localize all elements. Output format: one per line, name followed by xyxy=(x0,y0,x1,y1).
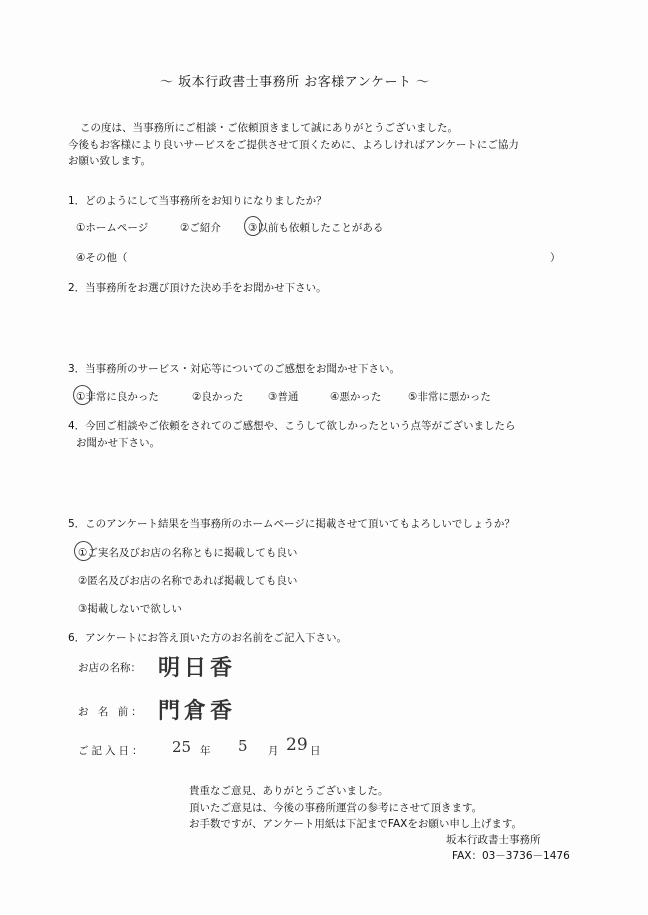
intro-line-2: 今後もお客様により良いサービスをご提供させて頂くために、よろしければアンケートにご協力 xyxy=(68,139,519,151)
shop-name-value[interactable]: 明日香 xyxy=(158,655,237,681)
intro-line-1: この度は、当事務所にご相談・ご依頼頂きまして誠にありがとうございました。 xyxy=(80,122,458,134)
customer-name-label: お 名 前： xyxy=(78,706,145,718)
q5-option-1[interactable]: ①ご実名及びお店の名称ともに掲載しても良い xyxy=(78,547,298,559)
q1-question: 1．どのようにして当事務所をお知りになりましたか？ xyxy=(68,195,327,207)
q1-option-3[interactable]: ③以前も依頼したことがある xyxy=(248,222,384,234)
q6-question: 6．アンケートにお答え頂いた方のお名前をご記入下さい。 xyxy=(68,632,348,644)
q5-selected-mark xyxy=(74,541,93,561)
entry-date-day[interactable]: 29 xyxy=(286,735,308,755)
q1-option-2[interactable]: ②ご紹介 xyxy=(180,222,221,234)
entry-date-year[interactable]: 25 xyxy=(172,738,192,756)
entry-date-month-unit: 月 xyxy=(268,745,279,757)
entry-date-month[interactable]: 5 xyxy=(238,737,248,755)
closing-line-2: 頂いたご意見は、今後の事務所運営の参考にさせて頂きます。 xyxy=(189,802,483,814)
q3-option-4[interactable]: ④悪かった xyxy=(330,391,382,403)
q3-option-3[interactable]: ③普通 xyxy=(268,391,299,403)
q5-option-3[interactable]: ③掲載しないで欲しい xyxy=(78,603,182,615)
office-name: 坂本行政書士事務所 xyxy=(446,834,541,846)
q1-other-close: ） xyxy=(550,252,561,264)
q4-question-line-2: お聞かせ下さい。 xyxy=(76,437,160,449)
q1-selected-mark xyxy=(244,216,262,236)
q5-question: 5．このアンケート結果を当事務所のホームページに掲載させて頂いてもよろしいでしょうか？ xyxy=(68,518,515,530)
shop-name-label: お店の名称： xyxy=(78,662,141,674)
q3-option-5[interactable]: ⑤非常に悪かった xyxy=(408,391,491,403)
intro-line-3: お願い致します。 xyxy=(68,155,152,167)
entry-date-label: ご記入日： xyxy=(78,745,146,757)
q3-option-1[interactable]: ①非常に良かった xyxy=(76,391,159,403)
q3-question: 3．当事務所のサービス・対応等についてのご感想をお聞かせ下さい。 xyxy=(68,363,400,375)
closing-line-1: 貴重なご意見、ありがとうございました。 xyxy=(189,785,389,797)
customer-name-value[interactable]: 門倉香 xyxy=(158,698,237,724)
fax-number: FAX：03－3736－1476 xyxy=(452,850,570,862)
q3-option-2[interactable]: ②良かった xyxy=(192,391,244,403)
q2-question: 2．当事務所をお選び頂けた決め手をお聞かせ下さい。 xyxy=(68,282,327,294)
entry-date-day-unit: 日 xyxy=(310,745,321,757)
q5-option-2[interactable]: ②匿名及びお店の名称であれば掲載しても良い xyxy=(78,575,298,587)
page-title: ～ 坂本行政書士事務所 お客様アンケート ～ xyxy=(160,75,430,90)
entry-date-year-unit: 年 xyxy=(200,745,211,757)
q4-question-line-1: 4．今回ご相談やご依頼をされてのご感想や、こうして欲しかったという点等がございましたら xyxy=(68,420,516,432)
closing-line-3: お手数ですが、アンケート用紙は下記までFAXをお願い申し上げます。 xyxy=(189,818,522,830)
q1-option-1[interactable]: ①ホームページ xyxy=(76,222,149,234)
q3-selected-mark xyxy=(73,385,92,405)
q1-option-other[interactable]: ④その他（ xyxy=(76,252,128,264)
